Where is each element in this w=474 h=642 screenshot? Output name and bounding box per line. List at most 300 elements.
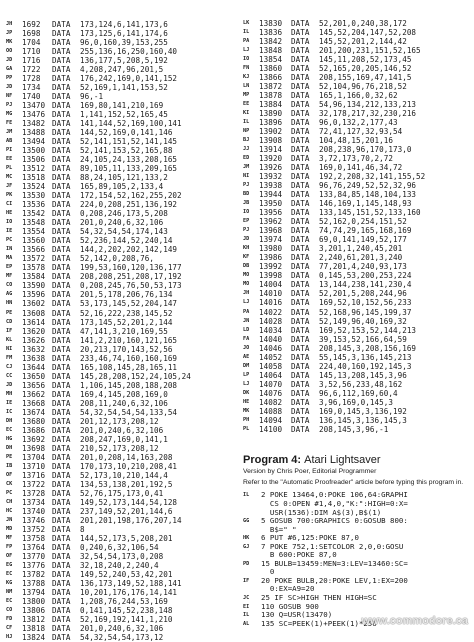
data-line — [243, 82, 469, 91]
data-values: 176,242,169,0,141,152 — [80, 74, 178, 84]
data-keyword: DATA — [52, 155, 71, 165]
data-values: 224,40,160,192,145,3 — [319, 361, 412, 371]
data-keyword: DATA — [291, 154, 310, 164]
checksum-code: JN — [6, 516, 13, 523]
data-line — [6, 245, 234, 254]
checksum-code: FP — [6, 543, 13, 550]
checksum-code: CJ — [6, 363, 13, 370]
data-values: 192,2,208,32,141,155,52 — [319, 172, 426, 182]
checksum-code: KH — [243, 245, 250, 252]
line-number: 1692 — [22, 20, 41, 29]
data-line — [6, 471, 234, 480]
data-keyword: DATA — [52, 254, 71, 264]
data-values: 144,52,169,0,141,146 — [80, 128, 173, 138]
data-values: 55,145,3,136,145,213 — [319, 352, 412, 362]
program-byline: Version by Chris Poer, Editorial Programmer — [243, 468, 377, 475]
line-number: 13644 — [22, 362, 46, 372]
line-number: 13836 — [259, 28, 283, 38]
checksum-code: MO — [243, 281, 250, 288]
data-keyword: DATA — [291, 397, 310, 407]
data-keyword: DATA — [52, 344, 71, 354]
data-values: 54,32,54,54,174,143 — [80, 227, 168, 237]
line-number: 13998 — [259, 271, 283, 281]
data-values: 20,213,170,143,52,56 — [80, 344, 173, 354]
data-line — [243, 362, 469, 371]
line-number: 13980 — [259, 244, 283, 254]
data-values: 201,12,173,208,12 — [80, 416, 159, 426]
data-values: 2,240,61,201,3,240 — [319, 253, 403, 263]
data-keyword: DATA — [291, 388, 310, 398]
data-values: 52,165,20,205,146,52 — [319, 64, 412, 74]
data-values: 255,136,16,250,160,40 — [80, 47, 178, 57]
line-number: 13788 — [22, 578, 46, 588]
data-values: 233,46,74,160,160,169 — [80, 353, 178, 363]
checksum-code: DH — [6, 444, 13, 451]
checksum-code: KI — [243, 110, 250, 117]
checksum-code: MG — [6, 111, 13, 118]
program-section — [243, 454, 471, 628]
data-values: 52,104,96,76,218,52 — [319, 82, 407, 92]
data-keyword: DATA — [291, 217, 310, 227]
checksum-code — [243, 568, 261, 577]
data-keyword: DATA — [52, 299, 71, 309]
checksum-code: MK — [243, 407, 250, 414]
line-number: 13548 — [22, 218, 46, 228]
checksum-code: LP — [243, 371, 250, 378]
data-values: 52,169,192,141,1,210 — [80, 615, 173, 625]
data-line — [6, 336, 234, 345]
checksum-code: NM — [6, 588, 13, 595]
basic-code: 110 GOSUB 900 — [261, 602, 319, 611]
data-line — [243, 163, 469, 172]
checksum-code: JP — [6, 30, 13, 37]
data-keyword: DATA — [52, 56, 71, 66]
basic-code: 25 IF SC>HIGH THEN HIGH=SC — [261, 593, 377, 602]
data-keyword: DATA — [291, 289, 310, 299]
line-number: 13770 — [22, 551, 46, 561]
line-number: 13812 — [22, 615, 46, 625]
data-values: 144,2,202,202,142,149 — [80, 245, 178, 255]
line-number: 13944 — [259, 190, 283, 200]
checksum-code: MC — [6, 174, 13, 181]
checksum-code: IO — [243, 56, 250, 63]
data-values: 74,74,29,165,168,169 — [319, 226, 412, 236]
checksum-code: IE — [6, 228, 13, 235]
checksum-code: PI — [6, 147, 13, 154]
checksum-code: HE — [6, 210, 13, 217]
line-number: 14040 — [259, 334, 283, 344]
data-keyword: DATA — [291, 271, 310, 281]
data-line — [6, 606, 234, 615]
data-values: 47,141,3,210,169,55 — [80, 326, 168, 336]
data-line — [6, 462, 234, 471]
data-values: 201,200,231,151,52,165 — [319, 46, 421, 56]
line-number: 13806 — [22, 606, 46, 616]
data-keyword: DATA — [52, 425, 71, 435]
data-keyword: DATA — [52, 624, 71, 634]
data-values: 141,144,52,169,100,141 — [80, 119, 182, 129]
checksum-code: PA — [243, 38, 250, 45]
line-number: 13956 — [259, 208, 283, 218]
data-keyword: DATA — [291, 343, 310, 353]
checksum-code: PE — [6, 453, 13, 460]
checksum-code: BJ — [243, 137, 250, 144]
checksum-code: AG — [6, 291, 13, 298]
line-number: 13614 — [22, 317, 46, 327]
line-number: 13986 — [259, 253, 283, 263]
line-number: 13560 — [22, 236, 46, 246]
data-line — [6, 498, 234, 507]
checksum-code: DH — [6, 417, 13, 424]
data-values: 96,-1 — [80, 92, 104, 102]
line-number: 1710 — [22, 47, 41, 57]
data-line — [6, 101, 234, 110]
checksum-code: MO — [243, 272, 250, 279]
data-values: 208,145,3,96,-1 — [319, 424, 389, 434]
line-number: 13554 — [22, 227, 46, 237]
checksum-code: CO — [6, 282, 13, 289]
line-number: 13716 — [22, 470, 46, 480]
data-values: 208,247,169,0,141,1 — [80, 434, 168, 444]
data-values: 145,28,208,152,24,105,24 — [80, 371, 191, 381]
data-line — [6, 624, 234, 633]
data-values: 3,96,169,0,145,3 — [319, 397, 393, 407]
data-values: 53,173,145,52,204,147 — [80, 299, 178, 309]
data-keyword: DATA — [52, 29, 71, 39]
data-values: 24,105,24,133,208,165 — [80, 155, 178, 165]
data-keyword: DATA — [52, 461, 71, 471]
checksum-code: CI — [6, 201, 13, 208]
data-line — [243, 172, 469, 181]
data-keyword: DATA — [52, 173, 71, 183]
data-line — [6, 354, 234, 363]
data-line — [243, 298, 469, 307]
checksum-code: JB — [243, 200, 250, 207]
data-values: 149,52,173,144,54,128 — [80, 497, 178, 507]
listing-line — [243, 500, 471, 509]
checksum-code: IL — [243, 29, 250, 36]
line-number: 1728 — [22, 74, 41, 84]
checksum-code: FD — [6, 616, 13, 623]
listing-line — [243, 517, 471, 526]
data-keyword: DATA — [291, 46, 310, 56]
data-line — [6, 254, 234, 263]
data-keyword: DATA — [52, 551, 71, 561]
line-number: 13542 — [22, 209, 46, 219]
data-keyword: DATA — [52, 92, 71, 102]
data-line — [243, 308, 469, 317]
data-keyword: DATA — [291, 352, 310, 362]
data-keyword: DATA — [291, 136, 310, 146]
checksum-code: PK — [6, 192, 13, 199]
data-values: 72,41,127,32,93,54 — [319, 127, 403, 137]
checksum-code: DK — [243, 389, 250, 396]
data-line — [6, 399, 234, 408]
checksum-code: JF — [6, 183, 13, 190]
checksum-code: DM — [243, 362, 250, 369]
data-line — [243, 118, 469, 127]
data-line — [6, 173, 234, 182]
data-values: 54,32,54,54,173,12 — [80, 633, 164, 642]
basic-code: 2 POKE 13464,0:POKE 106,64:GRAPHI — [261, 491, 408, 500]
data-keyword: DATA — [52, 542, 71, 552]
checksum-code: IL — [243, 119, 250, 126]
data-line — [243, 289, 469, 298]
data-line — [243, 353, 469, 362]
data-keyword: DATA — [291, 334, 310, 344]
checksum-code: EE — [243, 101, 250, 108]
data-values: 32,18,240,2,240,4 — [80, 560, 159, 570]
checksum-code: CO — [6, 607, 13, 614]
data-values: 136,145,3,136,145,3 — [319, 415, 407, 425]
data-line — [6, 633, 234, 642]
data-line — [6, 20, 234, 29]
line-number: 14058 — [259, 361, 283, 371]
checksum-code: FE — [6, 120, 13, 127]
data-line — [6, 570, 234, 579]
checksum-code: IO — [243, 209, 250, 216]
checksum-code: EE — [6, 156, 13, 163]
checksum-code: ED — [243, 155, 250, 162]
line-number: 13602 — [22, 299, 46, 309]
data-values: 0,208,246,173,5,208 — [80, 209, 168, 219]
data-keyword: DATA — [291, 118, 310, 128]
data-keyword: DATA — [291, 406, 310, 416]
data-keyword: DATA — [52, 182, 71, 192]
line-number: 14094 — [259, 415, 283, 425]
data-values: 201,201,198,176,207,14 — [80, 515, 182, 525]
checksum-code: NF — [6, 93, 13, 100]
line-number: 13662 — [22, 389, 46, 399]
checksum-code: PJ — [6, 102, 13, 109]
data-values: 52,173,10,210,144,4 — [80, 470, 168, 480]
data-values: 52,236,144,52,240,14 — [80, 236, 173, 246]
data-keyword: DATA — [52, 38, 71, 48]
data-keyword: DATA — [52, 398, 71, 408]
data-keyword: DATA — [291, 91, 310, 101]
program-name: Atari Lightsaver — [304, 454, 381, 466]
line-number: 13968 — [259, 226, 283, 236]
data-keyword: DATA — [291, 19, 310, 28]
data-line — [6, 281, 234, 290]
data-keyword: DATA — [291, 100, 310, 110]
data-line — [243, 389, 469, 398]
data-line — [243, 380, 469, 389]
data-values: 169,4,145,208,169,0 — [80, 389, 168, 399]
data-line — [6, 318, 234, 327]
data-values: 136,177,5,208,5,192 — [80, 56, 168, 66]
data-keyword: DATA — [291, 280, 310, 290]
line-number: 13686 — [22, 425, 46, 435]
data-values: 0,145,53,200,253,224 — [319, 271, 412, 281]
data-line — [6, 110, 234, 119]
data-keyword: DATA — [52, 470, 71, 480]
data-line — [6, 146, 234, 155]
data-keyword: DATA — [52, 47, 71, 57]
data-keyword: DATA — [52, 245, 71, 255]
line-number: 13488 — [22, 128, 46, 138]
data-keyword: DATA — [52, 146, 71, 156]
data-line — [243, 28, 469, 37]
data-values: 201,0,240,6,32,106 — [80, 425, 164, 435]
line-number: 13710 — [22, 461, 46, 471]
checksum-code: IO — [6, 219, 13, 226]
line-number: 13584 — [22, 272, 46, 282]
line-number: 13704 — [22, 452, 46, 462]
data-line — [6, 128, 234, 137]
checksum-code: EG — [6, 561, 13, 568]
basic-code: 5 GOSUB 700:GRAPHICS 0:GOSUB 800: — [261, 517, 408, 526]
line-number: 13740 — [22, 506, 46, 516]
data-line — [243, 109, 469, 118]
data-keyword: DATA — [291, 424, 310, 434]
checksum-code: IC — [6, 408, 13, 415]
data-line — [6, 543, 234, 552]
line-number: 13902 — [259, 127, 283, 137]
data-keyword: DATA — [291, 127, 310, 137]
data-keyword: DATA — [52, 407, 71, 417]
data-values: 96,0,160,39,153,255 — [80, 38, 168, 48]
data-line — [6, 74, 234, 83]
checksum-code: LN — [243, 83, 250, 90]
data-line — [6, 209, 234, 218]
data-keyword: DATA — [291, 253, 310, 263]
data-keyword: DATA — [52, 633, 71, 642]
data-line — [6, 345, 234, 354]
line-number: 14016 — [259, 298, 283, 308]
program-note: Refer to the "Automatic Proofreader" article before typing this program in. — [243, 479, 464, 486]
checksum-code — [243, 500, 261, 509]
data-line — [6, 137, 234, 146]
line-number: 13782 — [22, 569, 46, 579]
data-line — [6, 327, 234, 336]
data-line — [243, 425, 469, 434]
data-keyword: DATA — [52, 506, 71, 516]
data-line — [6, 236, 234, 245]
data-keyword: DATA — [291, 379, 310, 389]
data-keyword: DATA — [291, 262, 310, 272]
data-values: 208,11,240,6,32,106 — [80, 398, 168, 408]
data-keyword: DATA — [52, 560, 71, 570]
data-keyword: DATA — [52, 389, 71, 399]
checksum-code: JH — [243, 290, 250, 297]
basic-code: 7 POKE 752,1:SETCOLOR 2,0,0:GOSU — [261, 542, 404, 551]
checksum-code: JJ — [243, 146, 250, 153]
checksum-code: CF — [6, 625, 13, 632]
data-keyword: DATA — [52, 128, 71, 138]
data-line — [243, 100, 469, 109]
data-line — [6, 615, 234, 624]
checksum-code: LJ — [243, 47, 250, 54]
data-values: 141,2,210,160,121,165 — [80, 335, 178, 345]
data-line — [6, 56, 234, 65]
data-values: 52,169,1,141,153,52 — [80, 83, 168, 93]
data-keyword: DATA — [52, 380, 71, 390]
checksum-code: HK — [243, 535, 250, 542]
checksum-code — [243, 526, 261, 535]
data-values: 145,52,201,2,144,42 — [319, 37, 407, 47]
data-values: 224,0,208,251,136,192 — [80, 200, 178, 210]
checksum-code: JC — [243, 594, 250, 601]
data-line — [243, 226, 469, 235]
data-keyword: DATA — [291, 325, 310, 335]
data-values: 144,52,173,5,208,201 — [80, 533, 173, 543]
data-values: 52,142,0,208,76, — [80, 254, 154, 264]
data-values: 173,124,6,141,173,6 — [80, 20, 168, 29]
data-values: 39,153,52,166,64,59 — [319, 334, 407, 344]
checksum-code: KL — [6, 336, 13, 343]
line-number: 13620 — [22, 326, 46, 336]
data-line — [6, 516, 234, 525]
data-keyword: DATA — [291, 55, 310, 65]
checksum-code: JH — [6, 21, 13, 27]
data-keyword: DATA — [291, 190, 310, 200]
data-keyword: DATA — [291, 64, 310, 74]
basic-listing — [243, 491, 471, 628]
data-keyword: DATA — [52, 200, 71, 210]
data-values: 52,168,96,145,199,37 — [319, 307, 412, 317]
line-number: 13866 — [259, 73, 283, 83]
data-values: 208,145,3,208,156,169 — [319, 343, 417, 353]
listing-line — [243, 551, 471, 560]
data-line — [6, 218, 234, 227]
listing-line — [243, 568, 471, 577]
checksum-code: NP — [243, 128, 250, 135]
data-values: 52,141,151,52,141,145 — [80, 137, 178, 147]
checksum-code: AB — [6, 138, 13, 145]
data-keyword: DATA — [52, 326, 71, 336]
line-number: 13752 — [22, 524, 46, 534]
line-number: 13974 — [259, 235, 283, 245]
data-values: 0,208,245,76,50,53,173 — [80, 281, 182, 291]
data-keyword: DATA — [291, 181, 310, 191]
checksum-code: IN — [6, 246, 13, 253]
line-number: 14082 — [259, 397, 283, 407]
checksum-code: EP — [243, 218, 250, 225]
line-number: 13590 — [22, 281, 46, 291]
line-number: 14010 — [259, 289, 283, 299]
data-values: 169,0,141,46,34,72 — [319, 163, 403, 173]
data-line — [243, 335, 469, 344]
data-keyword: DATA — [291, 235, 310, 245]
line-number: 13764 — [22, 542, 46, 552]
data-line — [6, 579, 234, 588]
checksum-code: KF — [243, 254, 250, 261]
basic-code: 135 SC=PEEK(1)+PEEK(1)*256 — [261, 619, 377, 628]
data-keyword: DATA — [291, 298, 310, 308]
line-number: 14004 — [259, 280, 283, 290]
data-values: 199,53,160,120,136,177 — [80, 263, 182, 273]
data-keyword: DATA — [52, 290, 71, 300]
data-values: 169,0,145,3,136,192 — [319, 406, 407, 416]
checksum-code: MA — [6, 255, 13, 262]
data-keyword: DATA — [52, 479, 71, 489]
line-number: 13518 — [22, 173, 46, 183]
checksum-code: NI — [243, 173, 250, 180]
line-number: 13470 — [22, 101, 46, 111]
data-keyword: DATA — [291, 361, 310, 371]
data-keyword: DATA — [52, 587, 71, 597]
checksum-code: BD — [243, 191, 250, 198]
data-keyword: DATA — [52, 119, 71, 129]
checksum-code: HC — [6, 507, 13, 514]
line-number: 13524 — [22, 182, 46, 192]
data-values: 165,89,105,2,133,4 — [80, 182, 164, 192]
listing-line — [243, 491, 471, 500]
listing-line — [243, 577, 471, 586]
line-number: 13776 — [22, 560, 46, 570]
data-line — [243, 262, 469, 271]
